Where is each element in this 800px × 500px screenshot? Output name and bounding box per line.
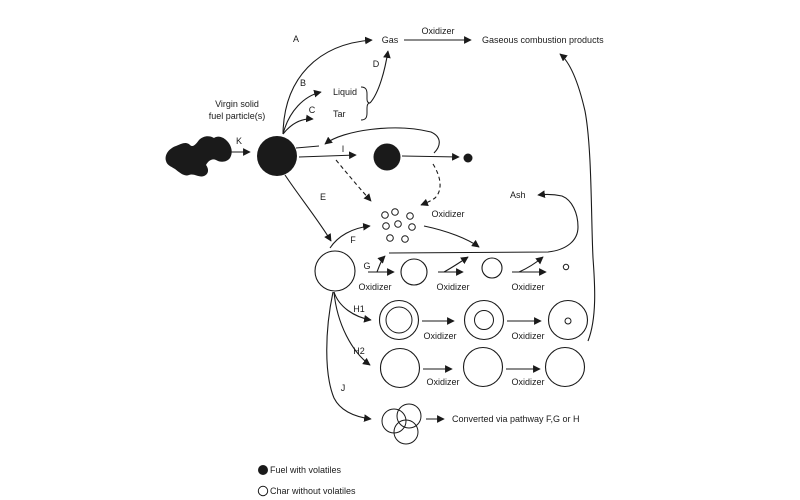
h1-particle-2-core — [475, 311, 494, 330]
pathway-label-i: I — [341, 144, 345, 154]
legend-char-icon — [258, 486, 267, 495]
liquid-tar-brace — [361, 87, 370, 120]
liquid-label: Liquid — [333, 87, 358, 97]
g-branch-3 — [519, 257, 543, 272]
h1-particle-3-core — [565, 318, 571, 324]
legend-char-label: Char without volatiles — [270, 486, 356, 496]
tar-label: Tar — [333, 109, 346, 119]
pathway-label-b: B — [299, 78, 307, 88]
h1-particle-2-shell — [465, 301, 504, 340]
pathway-label-c: C — [308, 105, 316, 115]
pathway-label-d: D — [372, 59, 380, 69]
cluster-to-ash-line — [424, 226, 479, 247]
h2-particle-3 — [546, 348, 585, 387]
shrunken-fuel-particle — [374, 144, 401, 171]
h2-particle-2 — [464, 348, 503, 387]
char-particle-medium — [401, 259, 427, 285]
arrow-pathway-e — [285, 175, 331, 241]
pathway-label-g: G — [363, 261, 371, 271]
pathway-label-k: K — [235, 136, 243, 146]
oxidizer-label-cluster: Oxidizer — [431, 209, 465, 219]
j-fragment-cluster — [382, 404, 421, 444]
h2-particle-1 — [381, 349, 420, 388]
arrow-shrinking — [402, 156, 459, 157]
oxidizer-label-h2a: Oxidizer — [426, 377, 460, 387]
pathway-label-e: E — [319, 192, 327, 202]
h1-particle-1-shell — [380, 301, 419, 340]
oxidizer-label-g1: Oxidizer — [358, 282, 392, 292]
gas-label: Gas — [381, 35, 399, 45]
oxidizer-label-g2: Oxidizer — [436, 282, 470, 292]
small-fuel-particle — [464, 154, 473, 163]
ash-collect-line — [389, 194, 578, 253]
pathway-label-j: J — [340, 383, 346, 393]
virgin-fuel-label-line1: Virgin solid — [215, 99, 259, 109]
oxidizer-label-g3: Oxidizer — [511, 282, 545, 292]
h1-particle-1-core — [386, 307, 412, 333]
pathway-label-h1: H1 — [353, 304, 365, 314]
g-branch-1 — [377, 256, 385, 272]
pathway-label-h2: H2 — [353, 346, 365, 356]
dashed-fragmentation-left — [336, 160, 371, 201]
g-branch-2 — [444, 257, 468, 272]
pathway-label-f: F — [350, 235, 356, 245]
fragment-cluster — [382, 209, 416, 243]
legend-fuel-icon — [258, 465, 268, 475]
h1-particle-3-shell — [549, 301, 588, 340]
converted-label: Converted via pathway F,G or H — [452, 414, 580, 424]
junction-line — [296, 146, 319, 148]
pathway-label-a: A — [292, 34, 300, 44]
oxidizer-label-h2b: Oxidizer — [511, 377, 545, 387]
arrow-pathway-a — [283, 40, 372, 134]
oxidizer-label-h1a: Oxidizer — [423, 331, 457, 341]
oxidizer-label-h1b: Oxidizer — [511, 331, 545, 341]
raw-fuel-blob — [166, 136, 232, 176]
char-particle-small — [482, 258, 502, 278]
legend — [258, 465, 356, 496]
virgin-fuel-particle — [257, 136, 297, 176]
oxidizer-label-top: Oxidizer — [421, 26, 455, 36]
dashed-fragmentation-right — [421, 164, 440, 205]
arrow-pathway-i — [299, 155, 356, 157]
char-particle-large — [315, 251, 355, 291]
char-particle-tiny — [563, 264, 568, 269]
gaseous-products-label: Gaseous combustion products — [482, 35, 604, 45]
ash-label: Ash — [510, 190, 526, 200]
legend-fuel-label: Fuel with volatiles — [270, 465, 342, 475]
virgin-fuel-label-line2: fuel particle(s) — [208, 111, 266, 121]
